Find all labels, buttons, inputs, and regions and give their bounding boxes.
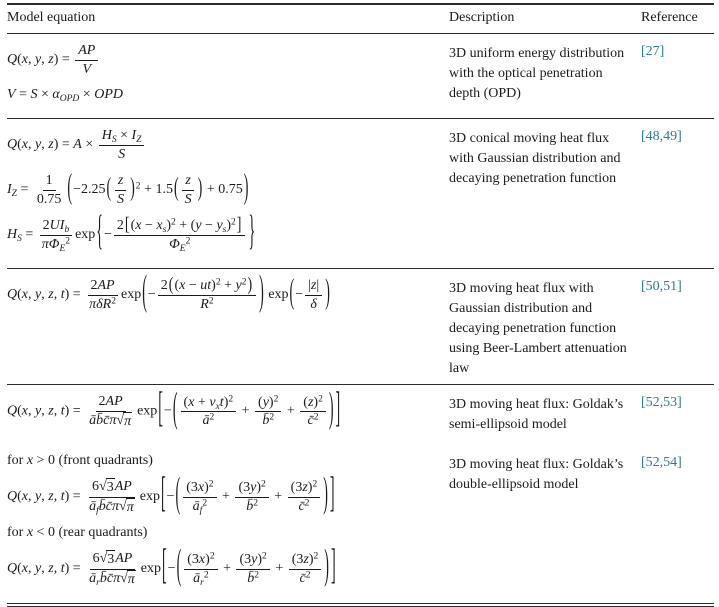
equation-cell [7, 37, 449, 112]
reference-link[interactable]: [48,49] [641, 129, 682, 144]
reference-cell [641, 388, 714, 439]
description-text: 3D moving heat flux with Gaussian distribution and decaying penetration function using Beer-Lambert attenuation law [449, 281, 627, 376]
reference-link[interactable]: [50,51] [641, 279, 682, 295]
equation: for x > 0 (front quadrants) [7, 453, 153, 469]
reference-cell [641, 122, 714, 262]
column-header-reference: Reference [641, 10, 698, 25]
equation-cell [7, 388, 449, 439]
equation: for x < 0 (rear quadrants) [7, 525, 148, 541]
equation: Q(x, y, z, t) = 2AP āb̄c̄π √ π exp[−( $\frac{(x + v_xt)^2}{ā^2}$ + $\frac{(y)^2}{b̄^2}$ + $\frac{(z)^2}{c̄^2}$ ) ] [7, 387, 341, 434]
column-header-model-equation: Model equation [7, 10, 96, 25]
equation: Q(x, y, z, t) = $\frac{2AP}{\pi\delta R^2}$ exp(− $\frac{2((x - ut)^2 + y^2)}{R^2}$ ) exp(− $\frac{|z|}{\delta}$ ) [7, 270, 330, 317]
reference-cell [641, 448, 714, 597]
reference-link[interactable]: [27] [641, 44, 665, 59]
equation: $H_S$ = $\frac{2UI_b}{\pi\Phi_E^2}$ exp{− $\frac{2[(x - x_s)^2 + (y - y_s)^2]}{\Phi_E^2}$ } [7, 210, 256, 257]
equation: Q(x, y, z, t) = 6 √ 3 AP $ā_fb̄c̄\pi$ √ π exp[−( $\frac{(3x)^2}{ā_f^2}$ + $\frac{(3y)^2}{b̄^2}$ + $\frac{(3z)^2}{c̄^2}$ ) ] [7, 473, 335, 519]
column-header-description: Description [449, 10, 515, 25]
equation-cell [7, 448, 449, 597]
equation: $I_Z$ = $\frac{1}{0.75}$ (−2.25( $\frac{z}{S}$ )$^2$ + 1.5( $\frac{z}{S}$ ) + 0.75) [7, 170, 249, 208]
description-text: 3D conical moving heat flux with Gaussian distribution and decaying penetration function [449, 131, 621, 186]
description-text: 3D moving heat flux: Goldak’s double-ellipsoid model [449, 457, 624, 493]
equation-cell [7, 272, 449, 378]
equation: Q(x, y, z, t) = 6 √ 3 AP $ā_rb̄c̄\pi$ √ π exp[−( $\frac{(3x)^2}{ā_r^2}$ + $\frac{(3y)^2}{b̄^2}$ + $\frac{(3z)^2}{c̄^2}$ ) ] [7, 545, 336, 591]
reference-cell [641, 272, 714, 378]
reference-link[interactable]: [52,54] [641, 455, 682, 471]
table-row [7, 34, 714, 119]
description-text: 3D uniform energy distribution with the optical penetration depth (OPD) [449, 46, 625, 101]
model-equations-table [7, 3, 714, 607]
equation: Q(x, y, z) = A × $\frac{H_S \times I_Z}{S}$ [7, 127, 445, 163]
table-body [7, 34, 714, 603]
table-row [7, 445, 714, 603]
equation: $V = S \times \alpha_{OPD}$ × OPD [7, 87, 123, 104]
reference-link[interactable]: [52,53] [641, 395, 682, 411]
equation: Q(x, y, z) = $\frac{AP}{V}$ [7, 42, 445, 78]
table-row [7, 119, 714, 269]
table-row [7, 269, 714, 385]
table-row [7, 385, 714, 445]
equation-cell [7, 122, 449, 262]
description-text: 3D moving heat flux: Goldak’s semi-ellipsoid model [449, 397, 624, 433]
reference-cell [641, 37, 714, 112]
table-header [7, 5, 714, 34]
